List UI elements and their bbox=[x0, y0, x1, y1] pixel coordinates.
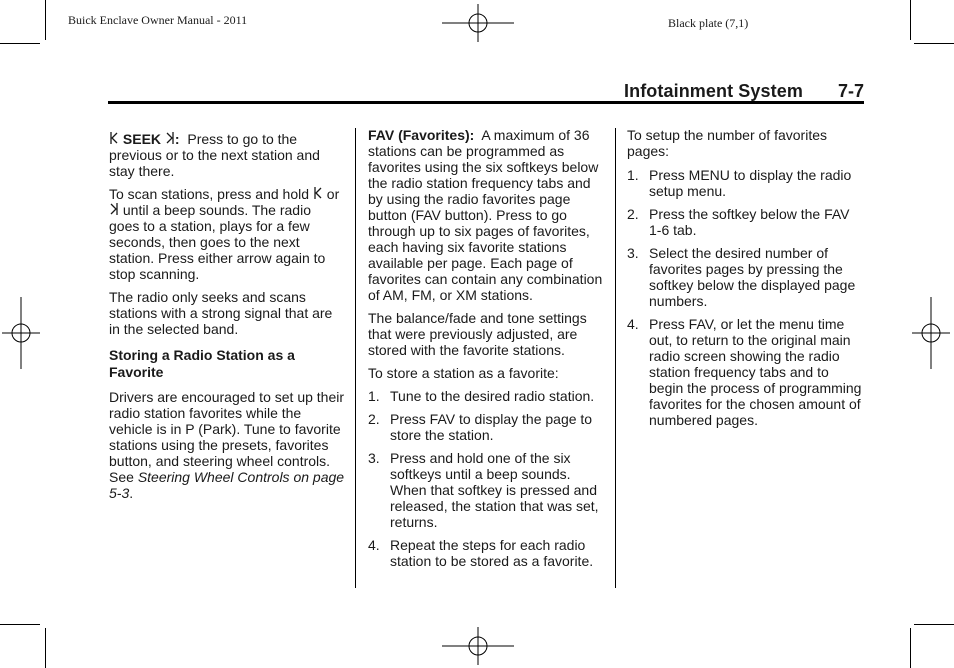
plate-label: Black plate (7,1) bbox=[668, 16, 749, 30]
manual-title: Buick Enclave Owner Manual - 2011 bbox=[68, 13, 248, 27]
fav-label: FAV (Favorites): bbox=[368, 127, 475, 143]
seek-text: Press to go to the previous or to the next station and stay there. bbox=[109, 131, 320, 179]
step-text: Press MENU to display the radio setup menu. bbox=[649, 167, 852, 199]
scan-paragraph bbox=[109, 186, 345, 282]
scan-or: or bbox=[326, 186, 340, 202]
list-item bbox=[627, 167, 865, 199]
seek-forward-icon bbox=[165, 131, 175, 145]
step-number: 2. bbox=[368, 411, 380, 427]
step-text: Press and hold one of the six softkeys until a beep sounds. When that softkey is pressed and released, the station that was set, returns. bbox=[390, 450, 599, 530]
registration-mark-icon bbox=[2, 297, 40, 369]
step-number: 2. bbox=[627, 206, 639, 222]
step-number: 3. bbox=[627, 245, 639, 261]
list-item bbox=[368, 450, 608, 530]
step-text: Select the desired number of favorites pages by pressing the softkey below the displayed page numbers. bbox=[649, 245, 856, 309]
list-item bbox=[368, 388, 608, 404]
step-text: Press FAV to display the page to store the station. bbox=[390, 411, 593, 443]
store-intro: To store a station as a favorite: bbox=[368, 365, 559, 381]
step-number: 3. bbox=[368, 450, 380, 466]
step-text: Press the softkey below the FAV 1-6 tab. bbox=[649, 206, 850, 238]
fav-text: A maximum of 36 stations can be programmed as favorites using the six softkeys below the radio station frequency tabs and by using the radio favorites page button (FAV button). Press to go through up to six pages of favorites, each having six favorite stations available per page. Each page of favorites can contain any combination of AM, FM, or XM stations. bbox=[368, 127, 603, 303]
section-title: Infotainment System bbox=[624, 81, 803, 101]
registration-mark-icon bbox=[912, 297, 950, 369]
scan-text-1: To scan stations, press and hold bbox=[109, 186, 310, 202]
section-heading: Storing a Radio Station as a Favorite bbox=[109, 347, 295, 380]
seek-label: SEEK bbox=[122, 131, 162, 147]
drivers-paragraph bbox=[109, 389, 345, 501]
cross-reference-link[interactable]: Steering Wheel Controls on page 5-3 bbox=[109, 469, 345, 501]
seek-paragraph bbox=[109, 131, 345, 179]
crop-mark bbox=[45, 628, 46, 668]
list-item bbox=[627, 245, 865, 309]
seek-back-icon bbox=[109, 131, 119, 145]
drivers-text: Drivers are encouraged to set up their radio station favorites while the vehicle is in P (Park). Tune to favorite stations using the presets, favorites button, and steering wheel controls. See bbox=[109, 389, 345, 485]
step-number: 1. bbox=[627, 167, 639, 183]
crop-mark bbox=[910, 628, 911, 668]
seek-colon: : bbox=[174, 131, 180, 147]
scan-text-2: until a beep sounds. The radio goes to a station, plays for a few seconds, then goes to the next station. Press either arrow again to stop scanning. bbox=[109, 202, 326, 282]
step-text: Tune to the desired radio station. bbox=[390, 388, 595, 404]
fav-paragraph bbox=[368, 127, 608, 303]
crop-mark bbox=[45, 0, 46, 40]
column-2 bbox=[368, 127, 608, 576]
setup-steps-list bbox=[627, 167, 865, 428]
step-text: Press FAV, or let the menu time out, to return to the original main radio screen showing the radio station frequency tabs and to begin the process of programming favorites for the chosen amount of numbered pages. bbox=[649, 316, 862, 428]
crop-mark bbox=[910, 0, 911, 40]
seek-back-icon bbox=[313, 186, 323, 200]
header-rule bbox=[108, 101, 864, 104]
list-item bbox=[627, 316, 865, 428]
page-number: 7-7 bbox=[838, 81, 865, 101]
crop-mark bbox=[914, 624, 954, 625]
step-number: 1. bbox=[368, 388, 380, 404]
seek-forward-icon bbox=[109, 202, 119, 216]
balance-paragraph: The balance/fade and tone settings that were previously adjusted, are stored with the favorite stations. bbox=[368, 310, 587, 358]
column-divider bbox=[615, 128, 616, 588]
column-1 bbox=[109, 127, 345, 508]
list-item bbox=[368, 537, 608, 569]
registration-mark-icon bbox=[442, 4, 514, 42]
crop-mark bbox=[914, 43, 954, 44]
store-steps-list bbox=[368, 388, 608, 569]
step-text: Repeat the steps for each radio station to be stored as a favorite. bbox=[390, 537, 594, 569]
crop-mark bbox=[0, 43, 40, 44]
setup-intro: To setup the number of favorites pages: bbox=[627, 127, 827, 159]
crop-mark bbox=[0, 624, 40, 625]
drivers-end: . bbox=[129, 485, 134, 501]
registration-mark-icon bbox=[442, 627, 514, 665]
step-number: 4. bbox=[368, 537, 380, 553]
step-number: 4. bbox=[627, 316, 639, 332]
list-item bbox=[627, 206, 865, 238]
column-3 bbox=[627, 127, 865, 435]
strong-signal-paragraph: The radio only seeks and scans stations with a strong signal that are in the selected band. bbox=[109, 289, 333, 337]
list-item bbox=[368, 411, 608, 443]
column-divider bbox=[355, 128, 356, 588]
